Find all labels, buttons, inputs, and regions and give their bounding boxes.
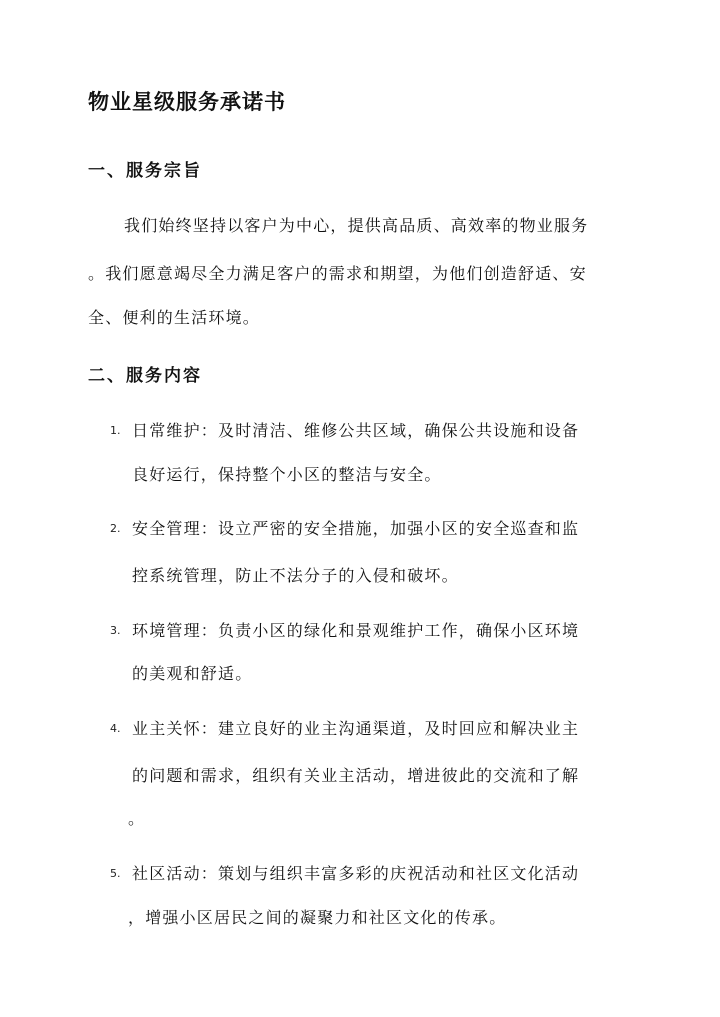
list-item-line: 社区活动：策划与组织丰富多彩的庆祝活动和社区文化活动 bbox=[132, 864, 580, 883]
list-item-line: 良好运行，保持整个小区的整洁与安全。 bbox=[132, 465, 442, 484]
document-title: 物业星级服务承诺书 bbox=[88, 89, 286, 114]
list-item-number: 3. bbox=[110, 624, 121, 637]
paragraph-line: 我们始终坚持以客户为中心，提供高品质、高效率的物业服务 bbox=[124, 216, 589, 235]
list-item-number: 1. bbox=[110, 424, 121, 437]
list-item-number: 4. bbox=[110, 722, 121, 735]
list-item-line: 控系统管理，防止不法分子的入侵和破坏。 bbox=[132, 566, 459, 585]
list-item-number: 2. bbox=[110, 522, 121, 535]
section-heading-content: 二、服务内容 bbox=[88, 366, 202, 386]
list-item-line: 环境管理：负责小区的绿化和景观维护工作，确保小区环境 bbox=[132, 621, 580, 640]
list-item-line: ，增强小区居民之间的凝聚力和社区文化的传承。 bbox=[128, 908, 507, 927]
list-item-number: 5. bbox=[110, 867, 121, 880]
list-item-line: 的问题和需求，组织有关业主活动，增进彼此的交流和了解 bbox=[132, 766, 580, 785]
paragraph-line: 全、便利的生活环境。 bbox=[88, 308, 261, 327]
list-item-line: 安全管理：设立严密的安全措施，加强小区的安全巡查和监 bbox=[132, 519, 580, 538]
paragraph-line: 。我们愿意竭尽全力满足客户的需求和期望，为他们创造舒适、安 bbox=[88, 264, 587, 283]
list-item-line: 日常维护：及时清洁、维修公共区域，确保公共设施和设备 bbox=[132, 421, 580, 440]
list-item-line: 的美观和舒适。 bbox=[132, 664, 253, 683]
list-item-line: 。 bbox=[128, 809, 146, 828]
list-item-line: 业主关怀：建立良好的业主沟通渠道，及时回应和解决业主 bbox=[132, 719, 580, 738]
section-heading-purpose: 一、服务宗旨 bbox=[88, 161, 202, 181]
